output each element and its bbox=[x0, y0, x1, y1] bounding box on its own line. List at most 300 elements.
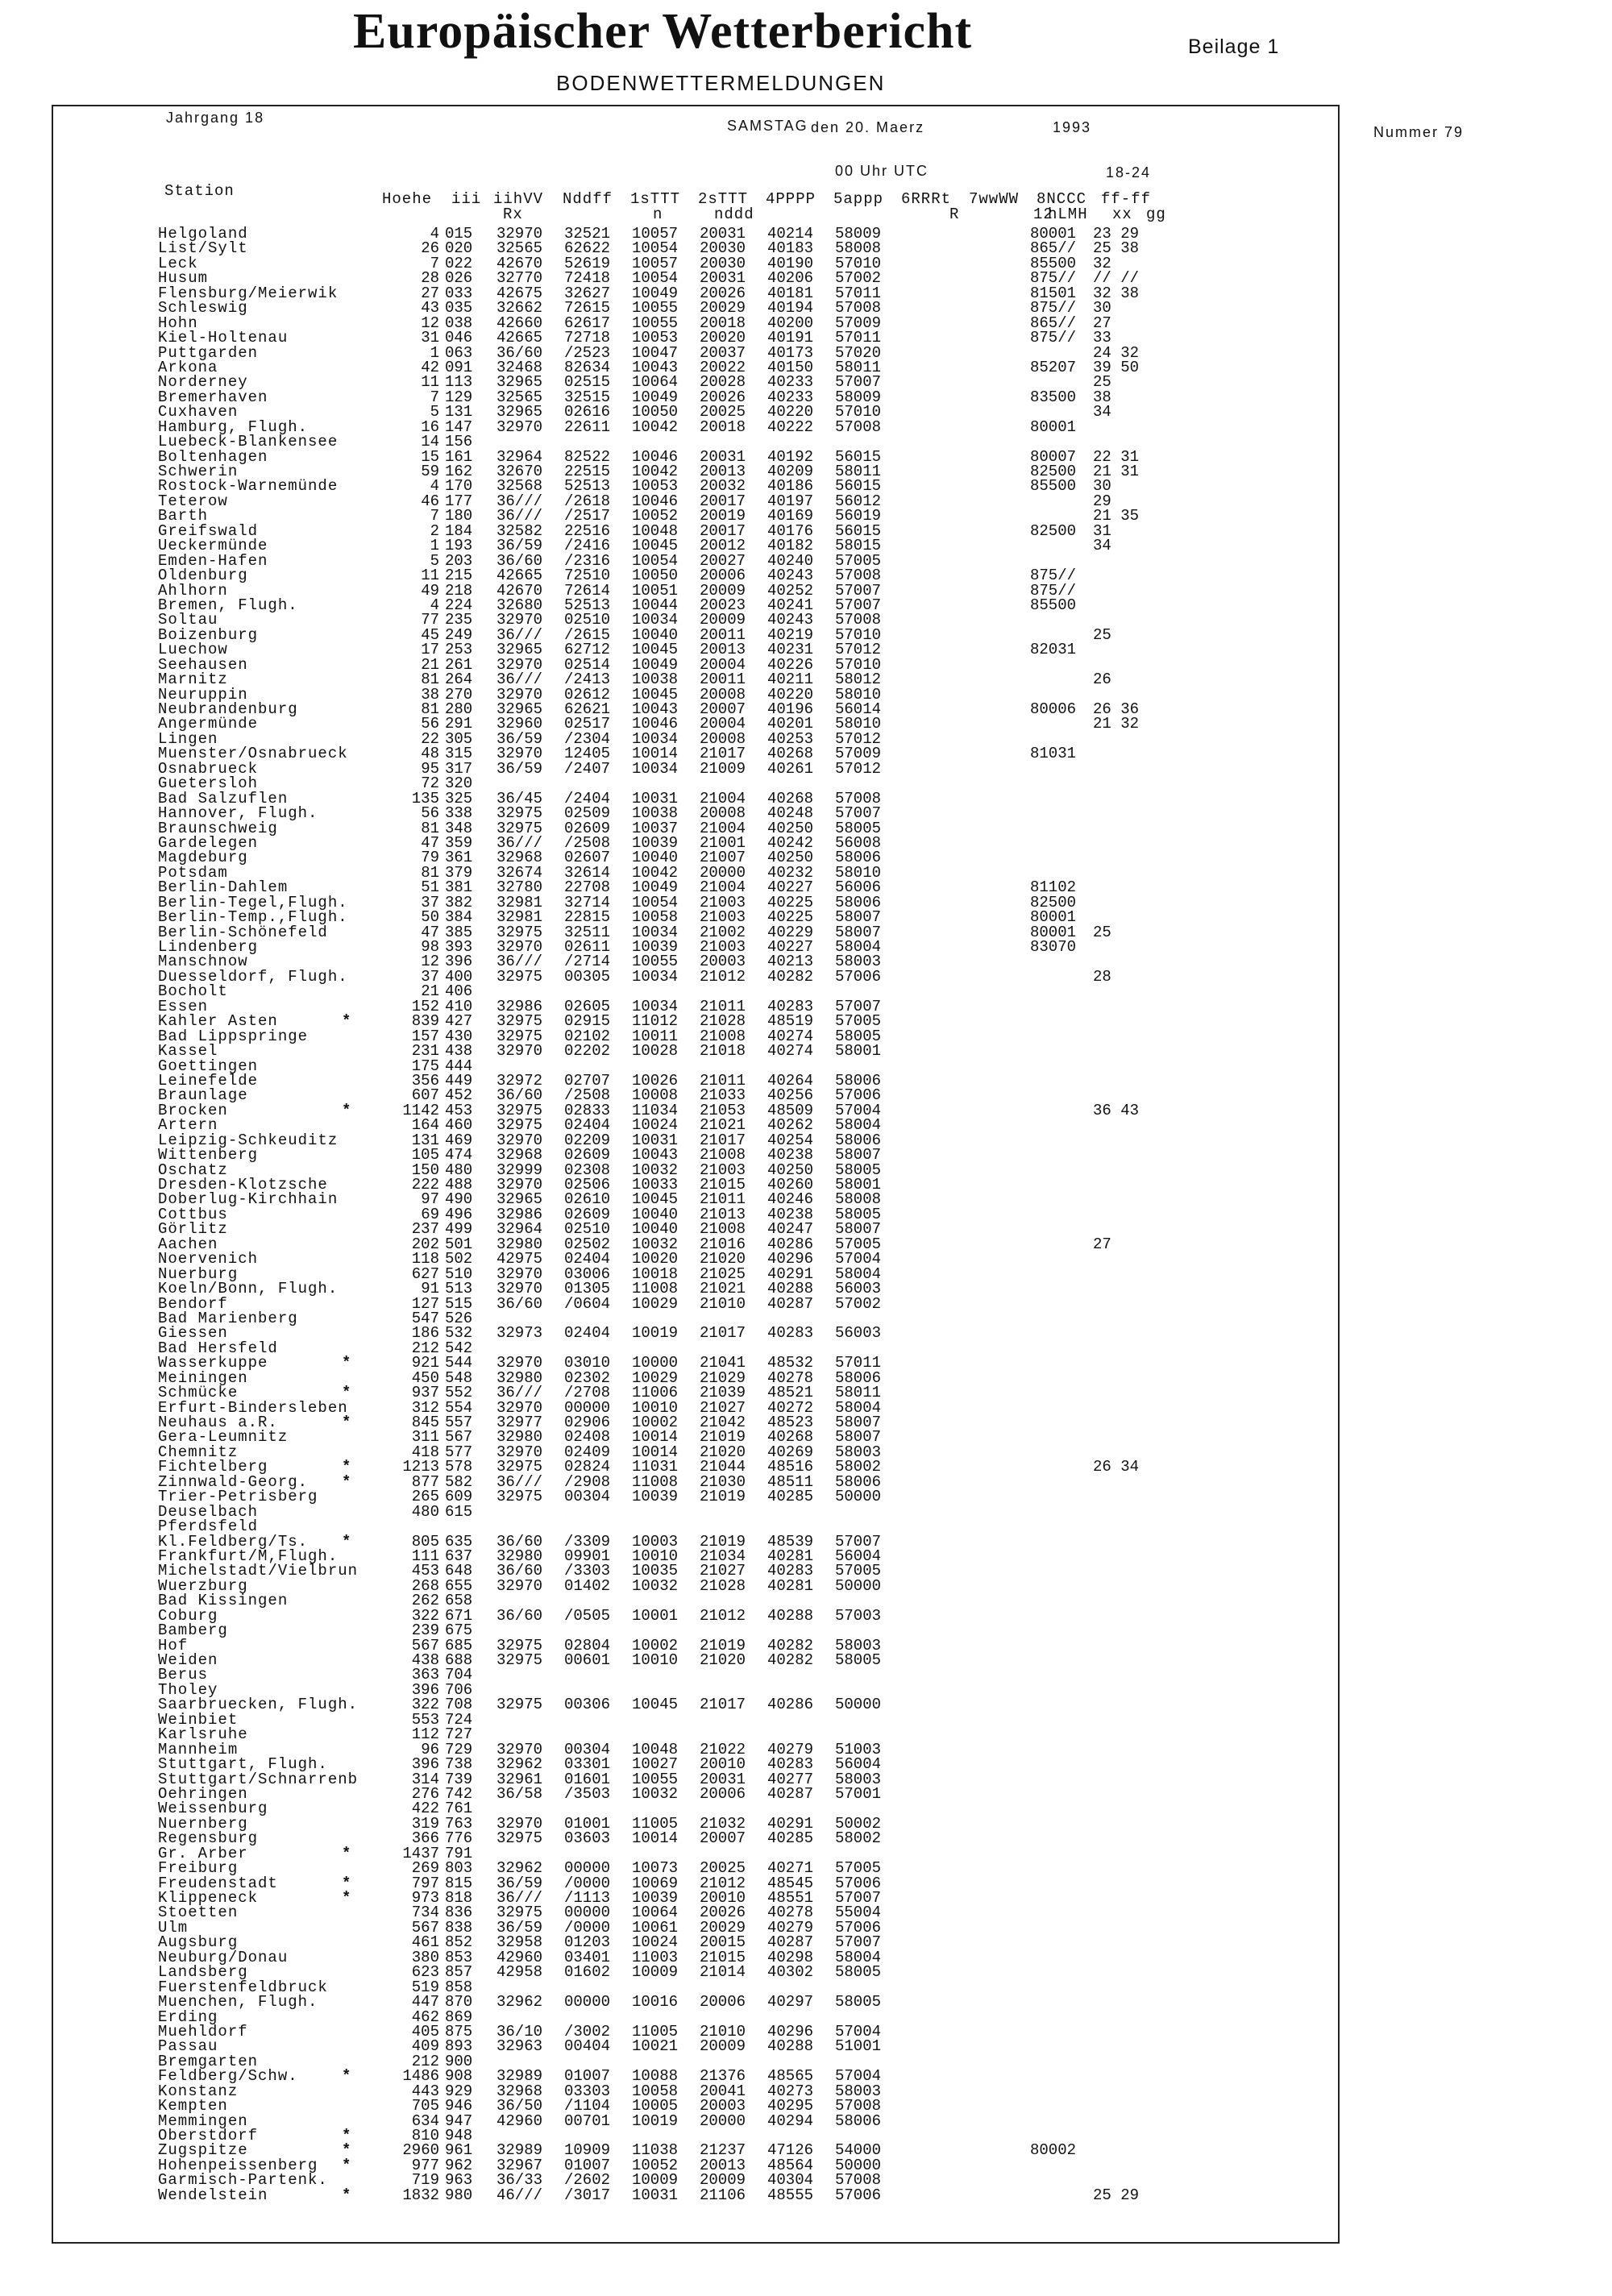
station-name: Berlin-Tegel,Flugh. bbox=[158, 895, 348, 911]
group-4PPPP: 40288 bbox=[767, 2037, 814, 2056]
group-5appp: 56014 bbox=[835, 700, 882, 718]
group-Nddff: 01203 bbox=[564, 1933, 611, 1952]
station-index: 567 bbox=[445, 1428, 473, 1447]
station-height: 1486 bbox=[402, 2067, 439, 2086]
station-index: 382 bbox=[445, 893, 473, 911]
group-1sTTT: 10054 bbox=[632, 269, 679, 288]
group-5appp: 50000 bbox=[835, 1488, 882, 1506]
station-name: Bad Marienberg bbox=[158, 1310, 298, 1327]
group-Nddff: 02510 bbox=[564, 611, 611, 629]
gust-ff-ff: 34 bbox=[1093, 537, 1111, 555]
group-2sTTT: 21019 bbox=[700, 1488, 746, 1506]
group-4PPPP: 48532 bbox=[767, 1354, 814, 1372]
station-name: Erding bbox=[158, 2009, 218, 2024]
group-1sTTT: 10039 bbox=[632, 1488, 679, 1506]
group-1sTTT: 10033 bbox=[632, 1176, 679, 1194]
group-Nddff: 22515 bbox=[564, 463, 611, 480]
station-name: Husum bbox=[158, 271, 209, 286]
station-height: 1142 bbox=[402, 1101, 439, 1119]
group-5appp: 58007 bbox=[835, 1146, 882, 1165]
group-2sTTT: 21008 bbox=[700, 1146, 746, 1165]
group-5appp: 50000 bbox=[835, 1576, 882, 1595]
group-2sTTT: 20006 bbox=[700, 1993, 746, 2012]
group-2sTTT: 21011 bbox=[700, 1190, 746, 1209]
station-index: 803 bbox=[445, 1859, 473, 1878]
station-index: 552 bbox=[445, 1384, 473, 1402]
station-name: Marnitz bbox=[158, 672, 228, 687]
station-name: Muenchen, Flugh. bbox=[158, 1995, 318, 2010]
group-5appp: 58011 bbox=[835, 463, 882, 480]
gust-ff-ff: 25 bbox=[1093, 373, 1111, 392]
station-height: 77 bbox=[421, 611, 439, 629]
group-2sTTT: 20029 bbox=[700, 299, 746, 318]
group-2sTTT: 20000 bbox=[700, 863, 746, 882]
station-name: Zinnwald-Georg. bbox=[158, 1474, 309, 1490]
group-1sTTT: 10042 bbox=[632, 417, 679, 436]
group-1sTTT: 10031 bbox=[632, 789, 679, 808]
group-5appp: 58001 bbox=[835, 1042, 882, 1061]
group-iihVV: 32975 bbox=[496, 1488, 543, 1506]
page-subtitle: BODENWETTERMELDUNGEN bbox=[556, 71, 886, 95]
group-4PPPP: 40197 bbox=[767, 492, 814, 510]
group-2sTTT: 20018 bbox=[700, 313, 746, 332]
group-4PPPP: 40182 bbox=[767, 537, 814, 555]
group-5appp: 58005 bbox=[835, 1963, 882, 1982]
group-iihVV: 42960 bbox=[496, 1948, 543, 1966]
group-5appp: 57007 bbox=[835, 581, 882, 600]
group-5appp: 58007 bbox=[835, 1220, 882, 1239]
beilage-label: Beilage 1 bbox=[1188, 35, 1280, 58]
station-index: 946 bbox=[445, 2097, 473, 2115]
station-height: 4 bbox=[430, 225, 439, 243]
group-1sTTT: 10055 bbox=[632, 1770, 679, 1788]
group-Nddff: 52513 bbox=[564, 477, 611, 496]
group-1sTTT: 10042 bbox=[632, 463, 679, 480]
station-height: 46 bbox=[421, 492, 439, 510]
group-Nddff: 02609 bbox=[564, 1205, 611, 1223]
station-height: 567 bbox=[411, 1636, 439, 1655]
gust-ff-ff: 21 31 bbox=[1093, 463, 1140, 480]
group-5appp: 57012 bbox=[835, 641, 882, 659]
group-4PPPP: 40268 bbox=[767, 745, 814, 763]
group-5appp: 56003 bbox=[835, 1280, 882, 1298]
station-index: 526 bbox=[445, 1309, 473, 1327]
group-5appp: 57004 bbox=[835, 1250, 882, 1268]
group-iihVV: 32962 bbox=[496, 1859, 543, 1878]
group-5appp: 57008 bbox=[835, 2097, 882, 2115]
station-index: 557 bbox=[445, 1414, 473, 1431]
station-height: 810 bbox=[411, 2127, 439, 2144]
volume-label: Jahrgang 18 bbox=[166, 110, 265, 126]
group-Nddff: 22708 bbox=[564, 878, 611, 897]
group-1sTTT: 10053 bbox=[632, 329, 679, 347]
station-height: 805 bbox=[411, 1532, 439, 1551]
station-name: Boizenburg bbox=[158, 627, 259, 643]
group-5appp: 58003 bbox=[835, 1770, 882, 1788]
station-height: 37 bbox=[421, 893, 439, 911]
group-1sTTT: 10020 bbox=[632, 1250, 679, 1268]
group-1sTTT: 10002 bbox=[632, 1636, 679, 1655]
group-Nddff: 32521 bbox=[564, 225, 611, 243]
group-Nddff: 02915 bbox=[564, 1012, 611, 1031]
station-name: Mannheim bbox=[158, 1742, 239, 1758]
group-Nddff: 32511 bbox=[564, 923, 611, 941]
group-4PPPP: 40211 bbox=[767, 671, 814, 689]
station-name: Leinefelde bbox=[158, 1073, 259, 1089]
group-8NCCC: 875// bbox=[1030, 567, 1077, 585]
group-4PPPP: 40246 bbox=[767, 1190, 814, 1209]
station-name: Aachen bbox=[158, 1236, 218, 1252]
group-4PPPP: 40232 bbox=[767, 863, 814, 882]
station-height: 22 bbox=[421, 729, 439, 748]
group-Nddff: /2416 bbox=[564, 537, 611, 555]
group-1sTTT: 10014 bbox=[632, 1443, 679, 1461]
station-index: 893 bbox=[445, 2037, 473, 2056]
group-1sTTT: 10045 bbox=[632, 641, 679, 659]
station-height: 127 bbox=[411, 1294, 439, 1313]
group-Nddff: 09901 bbox=[564, 1547, 611, 1565]
station-name: Bamberg bbox=[158, 1623, 228, 1638]
group-5appp: 57008 bbox=[835, 299, 882, 318]
group-iihVV: 32975 bbox=[496, 967, 543, 986]
gust-ff-ff: 27 bbox=[1093, 1235, 1111, 1253]
group-iihVV: 36/// bbox=[496, 671, 543, 689]
group-4PPPP: 40176 bbox=[767, 521, 814, 540]
group-iihVV: 32986 bbox=[496, 997, 543, 1015]
station-name: Kiel-Holtenau bbox=[158, 330, 289, 346]
group-2sTTT: 21376 bbox=[700, 2067, 746, 2086]
station-name: Görlitz bbox=[158, 1222, 228, 1237]
station-height: 311 bbox=[411, 1428, 439, 1447]
group-2sTTT: 20037 bbox=[700, 343, 746, 362]
group-2sTTT: 21003 bbox=[700, 938, 746, 956]
group-Nddff: 82634 bbox=[564, 358, 611, 376]
mountain-marker: * bbox=[342, 1414, 351, 1431]
station-index: 908 bbox=[445, 2067, 473, 2086]
group-4PPPP: 40220 bbox=[767, 403, 814, 421]
group-4PPPP: 40282 bbox=[767, 1636, 814, 1655]
group-4PPPP: 40192 bbox=[767, 447, 814, 466]
station-index: 776 bbox=[445, 1829, 473, 1848]
station-name: Kahler Asten bbox=[158, 1014, 278, 1029]
group-2sTTT: 21012 bbox=[700, 967, 746, 986]
time-label: 00 Uhr UTC bbox=[835, 163, 929, 179]
group-8NCCC: 82500 bbox=[1030, 521, 1077, 540]
station-name: Duesseldorf, Flugh. bbox=[158, 969, 348, 985]
group-5appp: 58005 bbox=[835, 1993, 882, 2012]
group-Nddff: 03603 bbox=[564, 1829, 611, 1848]
group-Nddff: 02611 bbox=[564, 938, 611, 956]
column-header: 8NCCC bbox=[1037, 190, 1087, 208]
group-4PPPP: 40272 bbox=[767, 1398, 814, 1417]
group-Nddff: 02707 bbox=[564, 1071, 611, 1090]
station-height: 1437 bbox=[402, 1844, 439, 1862]
group-2sTTT: 21015 bbox=[700, 1948, 746, 1966]
station-index: 502 bbox=[445, 1250, 473, 1268]
group-1sTTT: 10050 bbox=[632, 403, 679, 421]
group-5appp: 58002 bbox=[835, 1829, 882, 1848]
group-iihVV: 46/// bbox=[496, 2186, 543, 2204]
station-name: Norderney bbox=[158, 375, 248, 390]
group-5appp: 57012 bbox=[835, 759, 882, 778]
group-4PPPP: 40298 bbox=[767, 1948, 814, 1966]
station-index: 396 bbox=[445, 953, 473, 971]
group-1sTTT: 10019 bbox=[632, 1324, 679, 1343]
station-name: Michelstadt/Vielbrun bbox=[158, 1563, 359, 1579]
gust-ff-ff: 26 bbox=[1093, 671, 1111, 689]
station-index: 738 bbox=[445, 1755, 473, 1774]
group-4PPPP: 40183 bbox=[767, 239, 814, 258]
group-1sTTT: 10040 bbox=[632, 1220, 679, 1239]
group-1sTTT: 10019 bbox=[632, 2111, 679, 2130]
group-1sTTT: 11005 bbox=[632, 1814, 679, 1833]
group-4PPPP: 40242 bbox=[767, 833, 814, 852]
column-header: nddd bbox=[714, 206, 754, 223]
group-2sTTT: 21041 bbox=[700, 1354, 746, 1372]
group-5appp: 58005 bbox=[835, 819, 882, 837]
group-Nddff: 03006 bbox=[564, 1264, 611, 1283]
group-5appp: 57005 bbox=[835, 551, 882, 570]
group-4PPPP: 40200 bbox=[767, 313, 814, 332]
group-2sTTT: 20003 bbox=[700, 953, 746, 971]
group-5appp: 57006 bbox=[835, 1918, 882, 1937]
station-height: 47 bbox=[421, 833, 439, 852]
station-index: 131 bbox=[445, 403, 473, 421]
group-1sTTT: 10039 bbox=[632, 833, 679, 852]
group-5appp: 57006 bbox=[835, 1874, 882, 1892]
group-iihVV: 36/// bbox=[496, 833, 543, 852]
station-index: 727 bbox=[445, 1725, 473, 1744]
station-height: 81 bbox=[421, 863, 439, 882]
station-index: 393 bbox=[445, 938, 473, 956]
station-index: 739 bbox=[445, 1770, 473, 1788]
group-Nddff: 02510 bbox=[564, 1220, 611, 1239]
group-2sTTT: 21019 bbox=[700, 1636, 746, 1655]
gust-ff-ff: 30 bbox=[1093, 477, 1111, 496]
group-Nddff: 02302 bbox=[564, 1368, 611, 1387]
group-2sTTT: 21003 bbox=[700, 893, 746, 911]
station-name: Barth bbox=[158, 509, 209, 524]
group-5appp: 57010 bbox=[835, 625, 882, 644]
station-height: 839 bbox=[411, 1012, 439, 1031]
station-height: 418 bbox=[411, 1443, 439, 1461]
group-2sTTT: 21017 bbox=[700, 1131, 746, 1149]
group-4PPPP: 40291 bbox=[767, 1264, 814, 1283]
column-header: Rx bbox=[503, 206, 523, 223]
group-1sTTT: 10003 bbox=[632, 1532, 679, 1551]
group-1sTTT: 10021 bbox=[632, 2037, 679, 2056]
group-4PPPP: 40225 bbox=[767, 908, 814, 927]
group-iihVV: 32965 bbox=[496, 641, 543, 659]
group-5appp: 57006 bbox=[835, 1086, 882, 1105]
group-1sTTT: 10032 bbox=[632, 1235, 679, 1253]
station-height: 212 bbox=[411, 2052, 439, 2070]
station-index: 235 bbox=[445, 611, 473, 629]
group-1sTTT: 11003 bbox=[632, 1948, 679, 1966]
station-height: 1 bbox=[430, 343, 439, 362]
group-2sTTT: 21030 bbox=[700, 1472, 746, 1491]
group-4PPPP: 40248 bbox=[767, 804, 814, 823]
group-5appp: 57008 bbox=[835, 567, 882, 585]
station-height: 265 bbox=[411, 1488, 439, 1506]
station-index: 359 bbox=[445, 833, 473, 852]
station-height: 50 bbox=[421, 908, 439, 927]
group-4PPPP: 40285 bbox=[767, 1488, 814, 1506]
station-height: 322 bbox=[411, 1606, 439, 1625]
group-iihVV: 32970 bbox=[496, 685, 543, 704]
group-iihVV: 32999 bbox=[496, 1160, 543, 1179]
station-height: 705 bbox=[411, 2097, 439, 2115]
group-5appp: 58007 bbox=[835, 923, 882, 941]
group-iihVV: 32968 bbox=[496, 1146, 543, 1165]
group-Nddff: 03010 bbox=[564, 1354, 611, 1372]
station-height: 396 bbox=[411, 1755, 439, 1774]
group-4PPPP: 40222 bbox=[767, 417, 814, 436]
group-1sTTT: 10061 bbox=[632, 1918, 679, 1937]
group-iihVV: 36/60 bbox=[496, 1606, 543, 1625]
group-Nddff: /2304 bbox=[564, 729, 611, 748]
station-name: Landsberg bbox=[158, 1965, 248, 1980]
group-1sTTT: 10024 bbox=[632, 1116, 679, 1135]
station-height: 81 bbox=[421, 819, 439, 837]
group-1sTTT: 10038 bbox=[632, 671, 679, 689]
group-1sTTT: 10054 bbox=[632, 551, 679, 570]
group-iihVV: 36/// bbox=[496, 1384, 543, 1402]
group-1sTTT: 10010 bbox=[632, 1547, 679, 1565]
group-4PPPP: 40261 bbox=[767, 759, 814, 778]
group-1sTTT: 10073 bbox=[632, 1859, 679, 1878]
station-index: 577 bbox=[445, 1443, 473, 1461]
group-Nddff: 02906 bbox=[564, 1414, 611, 1431]
station-name: Soltau bbox=[158, 612, 218, 628]
station-index: 963 bbox=[445, 2171, 473, 2190]
station-name: Angermünde bbox=[158, 716, 259, 732]
group-2sTTT: 21021 bbox=[700, 1116, 746, 1135]
station-name: Bremgarten bbox=[158, 2053, 259, 2070]
station-height: 422 bbox=[411, 1800, 439, 1818]
group-4PPPP: 40279 bbox=[767, 1918, 814, 1937]
group-iihVV: 32770 bbox=[496, 269, 543, 288]
group-5appp: 58008 bbox=[835, 1190, 882, 1209]
group-1sTTT: 10069 bbox=[632, 1874, 679, 1892]
group-iihVV: 32674 bbox=[496, 863, 543, 882]
group-2sTTT: 20000 bbox=[700, 2111, 746, 2130]
group-2sTTT: 21012 bbox=[700, 1874, 746, 1892]
group-iihVV: 32970 bbox=[496, 1176, 543, 1194]
station-name: Wendelstein bbox=[158, 2187, 268, 2203]
station-height: 1213 bbox=[402, 1458, 439, 1476]
group-1sTTT: 10031 bbox=[632, 2186, 679, 2204]
group-4PPPP: 40201 bbox=[767, 715, 814, 733]
group-Nddff: 01402 bbox=[564, 1576, 611, 1595]
gust-ff-ff: 27 bbox=[1093, 313, 1111, 332]
group-4PPPP: 40231 bbox=[767, 641, 814, 659]
station-name: Hohn bbox=[158, 315, 198, 331]
station-name: Stuttgart, Flugh. bbox=[158, 1757, 328, 1772]
group-Nddff: 02209 bbox=[564, 1131, 611, 1149]
station-height: 322 bbox=[411, 1696, 439, 1714]
group-5appp: 57005 bbox=[835, 1859, 882, 1878]
station-height: 4 bbox=[430, 477, 439, 496]
group-iihVV: 36/// bbox=[496, 492, 543, 510]
group-5appp: 51003 bbox=[835, 1740, 882, 1758]
mountain-marker: * bbox=[342, 2067, 351, 2086]
station-name: Artern bbox=[158, 1118, 218, 1133]
station-height: 519 bbox=[411, 1978, 439, 1996]
station-name: Bendorf bbox=[158, 1296, 228, 1311]
group-iihVV: 32960 bbox=[496, 715, 543, 733]
group-5appp: 57001 bbox=[835, 1784, 882, 1803]
station-index: 496 bbox=[445, 1205, 473, 1223]
station-height: 42 bbox=[421, 358, 439, 376]
group-Nddff: 72718 bbox=[564, 329, 611, 347]
station-index: 249 bbox=[445, 625, 473, 644]
group-4PPPP: 48555 bbox=[767, 2186, 814, 2204]
group-4PPPP: 40302 bbox=[767, 1963, 814, 1982]
group-5appp: 58011 bbox=[835, 358, 882, 376]
station-name: Feldberg/Schw. bbox=[158, 2069, 298, 2084]
group-5appp: 58015 bbox=[835, 537, 882, 555]
group-1sTTT: 10064 bbox=[632, 1904, 679, 1922]
station-name: Teterow bbox=[158, 493, 228, 509]
station-index: 513 bbox=[445, 1280, 473, 1298]
group-2sTTT: 21028 bbox=[700, 1576, 746, 1595]
group-Nddff: /0604 bbox=[564, 1294, 611, 1313]
station-index: 929 bbox=[445, 2082, 473, 2100]
station-height: 268 bbox=[411, 1576, 439, 1595]
group-iihVV: 32964 bbox=[496, 447, 543, 466]
group-2sTTT: 21002 bbox=[700, 923, 746, 941]
station-index: 406 bbox=[445, 982, 473, 1001]
group-Nddff: 62712 bbox=[564, 641, 611, 659]
group-1sTTT: 10051 bbox=[632, 581, 679, 600]
group-2sTTT: 20020 bbox=[700, 329, 746, 347]
group-Nddff: /2618 bbox=[564, 492, 611, 510]
station-height: 118 bbox=[411, 1250, 439, 1268]
group-5appp: 58006 bbox=[835, 2111, 882, 2130]
group-5appp: 58004 bbox=[835, 1948, 882, 1966]
group-5appp: 56019 bbox=[835, 507, 882, 525]
group-iihVV: 36/60 bbox=[496, 551, 543, 570]
group-iihVV: 32980 bbox=[496, 1368, 543, 1387]
group-4PPPP: 40297 bbox=[767, 1993, 814, 2012]
station-index: 177 bbox=[445, 492, 473, 510]
group-Nddff: 72418 bbox=[564, 269, 611, 288]
station-name: Hamburg, Flugh. bbox=[158, 419, 309, 435]
group-1sTTT: 11005 bbox=[632, 2022, 679, 2041]
group-4PPPP: 48545 bbox=[767, 1874, 814, 1892]
group-iihVV: 42675 bbox=[496, 284, 543, 302]
group-iihVV: 32968 bbox=[496, 849, 543, 867]
group-4PPPP: 40268 bbox=[767, 1428, 814, 1447]
group-iihVV: 42660 bbox=[496, 313, 543, 332]
group-5appp: 58005 bbox=[835, 1160, 882, 1179]
station-height: 450 bbox=[411, 1368, 439, 1387]
station-height: 28 bbox=[421, 269, 439, 288]
column-header: ff-ff bbox=[1101, 190, 1152, 208]
mountain-marker: * bbox=[342, 1844, 351, 1862]
mountain-marker: * bbox=[342, 1532, 351, 1551]
gust-ff-ff: 39 50 bbox=[1093, 358, 1140, 376]
group-1sTTT: 10040 bbox=[632, 1205, 679, 1223]
group-4PPPP: 48564 bbox=[767, 2156, 814, 2174]
station-index: 609 bbox=[445, 1488, 473, 1506]
group-iihVV: 36/59 bbox=[496, 729, 543, 748]
group-Nddff: /2523 bbox=[564, 343, 611, 362]
group-4PPPP: 40169 bbox=[767, 507, 814, 525]
group-1sTTT: 10054 bbox=[632, 893, 679, 911]
group-4PPPP: 40209 bbox=[767, 463, 814, 480]
